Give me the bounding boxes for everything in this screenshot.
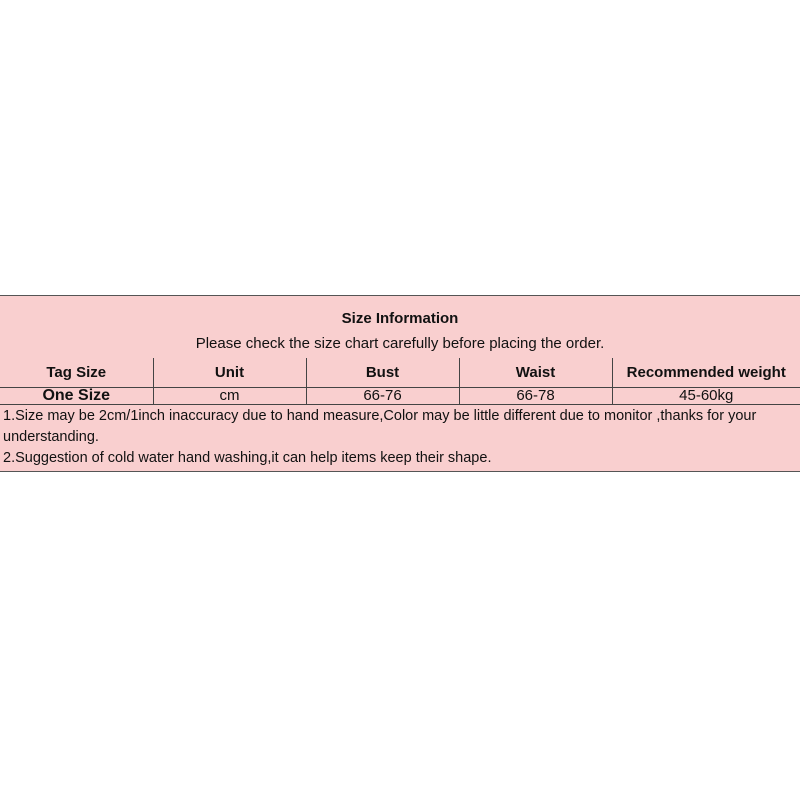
header-recommended-weight: Recommended weight <box>612 358 800 388</box>
header-waist: Waist <box>459 358 612 388</box>
cell-waist: 66-78 <box>459 388 612 405</box>
cell-tag-size: One Size <box>0 388 153 405</box>
header-tag-size: Tag Size <box>0 358 153 388</box>
note-item: 2.Suggestion of cold water hand washing,it can help items keep their shape. <box>3 450 492 466</box>
cell-bust: 66-76 <box>306 388 459 405</box>
header-bust: Bust <box>306 358 459 388</box>
cell-unit: cm <box>153 388 306 405</box>
size-info-subtitle: Please check the size chart carefully before placing the order. <box>195 335 605 352</box>
table-header-row <box>0 358 800 388</box>
size-notes <box>3 406 793 469</box>
cell-recommended-weight: 45-60kg <box>612 388 800 405</box>
size-chart-table <box>0 358 800 405</box>
header-unit: Unit <box>153 358 306 388</box>
size-information-panel <box>0 295 800 472</box>
table-row <box>0 388 800 405</box>
note-item: 1.Size may be 2cm/1inch inaccuracy due to hand measure,Color may be little different due to monitor ,thanks for your understanding. <box>3 408 757 445</box>
size-info-title: Size Information <box>341 310 459 327</box>
